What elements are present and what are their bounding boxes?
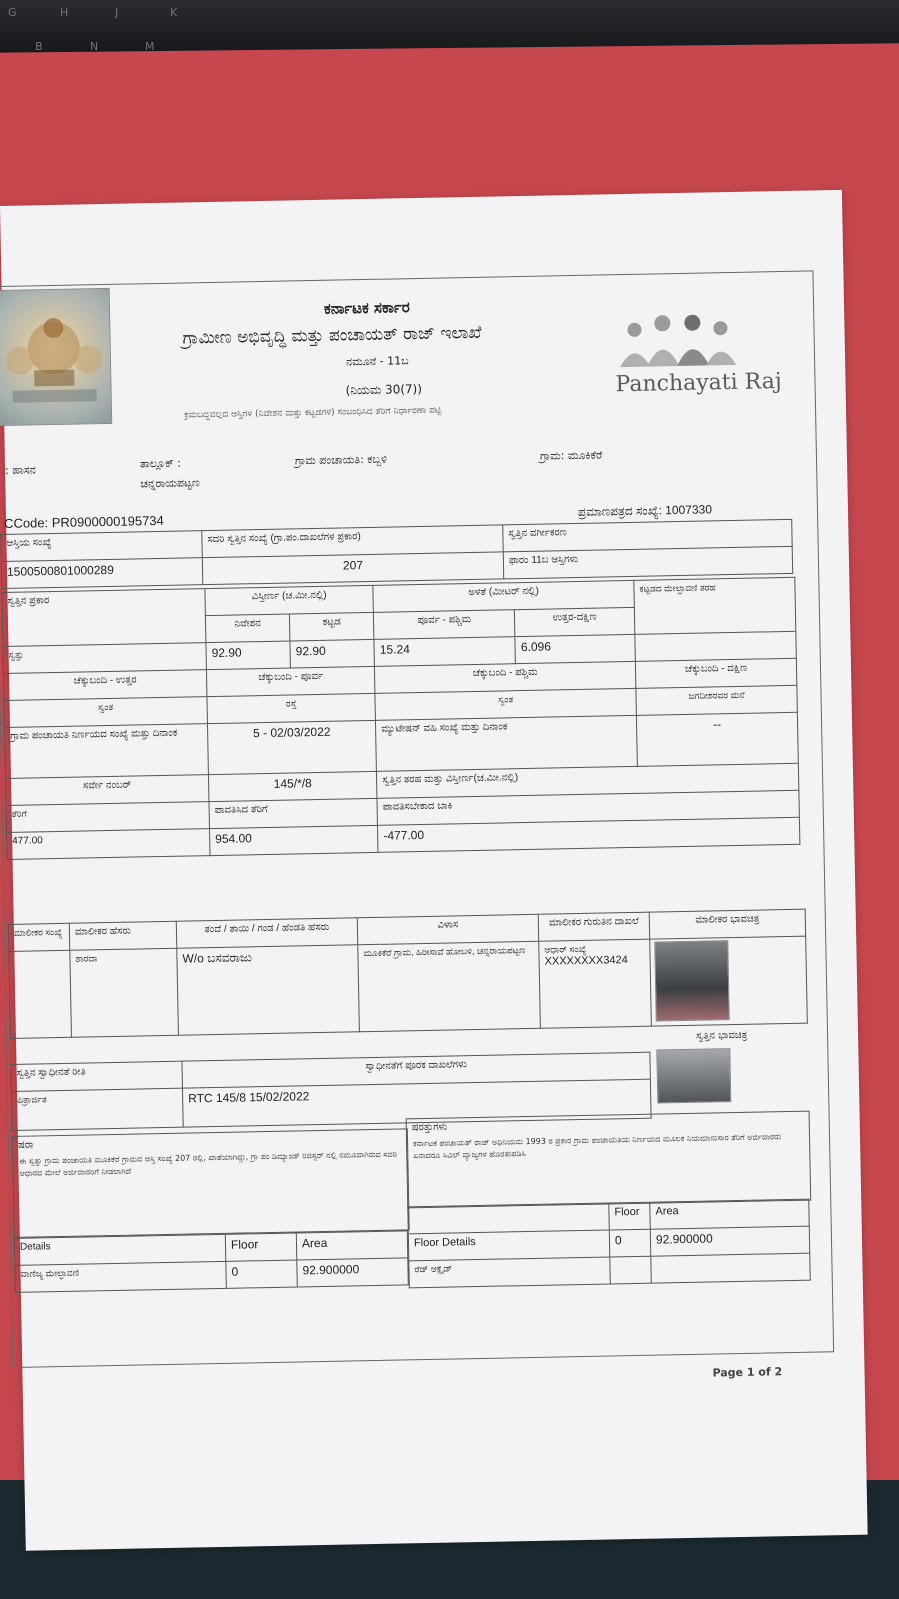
document-page bbox=[0, 190, 868, 1551]
bldg-area-value: 92.90 bbox=[290, 639, 375, 668]
conditions-value: ಕರ್ನಾಟಕ ಪಂಚಾಯತ್ ರಾಜ್ ಅಧಿನಿಯಮ 1993 ರ ಪ್ರಕಾರ ಗ್ರಾಮ ಪಂಚಾಯತಿಯ ನಿರ್ಣಯದ ಮೂಲಕ ನಿಯಮಾನುಸಾರ ತೆರಿಗೆ ಅರ್ಜಿದಾರರು ಏನಾದರೂ ಸಿವಿಲ್ ವ್ಯಾಜ್ಯಗಳ ಹೊರತುಪಡಿಸಿ bbox=[412, 1132, 782, 1161]
type-value: ಸ್ವತ್ತು bbox=[3, 643, 206, 674]
conditions-label: ಷರತ್ತುಗಳು bbox=[411, 1121, 448, 1134]
floor-type-left: ವಾಣಿಜ್ಯ ಮೇಲ್ಛಾವಣಿ bbox=[15, 1261, 226, 1292]
doc-subtitle: ಕ್ರಮಬದ್ಧವಲ್ಲದ ಆಸ್ತಿಗಳ (ನಿವೇಶನ ಮತ್ತು ಕಟ್ಟಡಗಳ) ಸಂಬಂಧಿಸಿದ ತೆರಿಗೆ ನಿರ್ಧಾರಣಾ ಪಟ್ಟಿ bbox=[183, 405, 442, 421]
area-col-label-right: Area bbox=[650, 1199, 809, 1229]
floor-empty-1 bbox=[610, 1256, 652, 1284]
mutation-value: -- bbox=[636, 712, 798, 766]
rule-number: (ನಿಯಮ 30(7)) bbox=[345, 381, 423, 398]
reg-no-label: ಸದರಿ ಸ್ವತ್ತಿನ ಸಂಖ್ಯೆ (ಗ್ರಾ.ಪಂ.ದಾಖಲೆಗಳ ಪ್ರಕಾರ) bbox=[202, 525, 503, 558]
prop-no-label: ಆಸ್ತಿಯ ಸಂಖ್ಯೆ bbox=[1, 531, 202, 562]
boundary-east-label: ಚೆಕ್ಕುಬಂದಿ - ಪೂರ್ವ bbox=[206, 666, 375, 696]
ns-value: 6.096 bbox=[515, 634, 635, 663]
floor-area-right: 92.900000 bbox=[650, 1226, 809, 1256]
gram-panchayat: ಗ್ರಾಮ ಪಂಚಾಯತಿ: ಕಬ್ಬಳಿ bbox=[294, 452, 388, 468]
type-label: ಸ್ವತ್ತಿನ ಪ್ರಕಾರ bbox=[2, 589, 206, 647]
dim-label: ಅಳತೆ (ಮೀಟರ್ ನಲ್ಲಿ) bbox=[373, 580, 634, 612]
key-g: G bbox=[8, 6, 17, 19]
property-photo bbox=[656, 1048, 731, 1103]
acq-label: ಸ್ವತ್ತಿನ ಸ್ವಾಧೀನತೆ ರೀತಿ bbox=[11, 1061, 182, 1091]
id-label: ಮಾಲೀಕರ ಗುರುತಿನ ದಾಖಲೆ bbox=[538, 912, 649, 941]
resolution-value: 5 - 02/03/2022 bbox=[207, 720, 376, 774]
docs-label: ಸ್ವಾಧೀನತೆಗೆ ಪೂರಕ ದಾಖಲೆಗಳು bbox=[182, 1052, 650, 1088]
demand-label: ತೆರಿಗೆ bbox=[6, 802, 209, 833]
panchayati-raj-text: Panchayati Raj bbox=[615, 369, 782, 398]
boundary-west-label: ಚೆಕ್ಕುಬಂದಿ - ಪಶ್ಚಿಮ bbox=[375, 661, 636, 693]
key-k: K bbox=[170, 6, 178, 19]
mutation-label: ಮ್ಯುಟೇಷನ್ ವಹಿ ಸಂಖ್ಯೆ ಮತ್ತು ದಿನಾಂಕ bbox=[376, 715, 638, 771]
relation-value: W/o ಬಸವರಾಜು bbox=[177, 945, 360, 1035]
floor-empty-2 bbox=[651, 1253, 810, 1283]
site-label: ನಿವೇಶನ bbox=[205, 614, 290, 643]
acq-value: ಪಿತ್ರಾರ್ಜಿತ bbox=[12, 1088, 184, 1130]
resolution-label: ಗ್ರಾಮ ಪಂಚಾಯತಿ ನಿರ್ಣಯದ ಸಂಖ್ಯೆ ಮತ್ತು ದಿನಾಂಕ bbox=[5, 724, 209, 779]
docs-value: RTC 145/8 15/02/2022 bbox=[182, 1079, 651, 1127]
conditions-box bbox=[406, 1111, 812, 1209]
roof-value bbox=[635, 631, 796, 661]
boundary-west-value: ಸ್ವಂತ bbox=[375, 688, 636, 720]
floor-col-label-right: Floor bbox=[609, 1202, 651, 1230]
govt-title: ಕರ್ನಾಟಕ ಸರ್ಕಾರ bbox=[323, 298, 410, 318]
photo-label: ಮಾಲೀಕರ ಭಾವಚಿತ್ರ bbox=[649, 909, 805, 939]
dimensions-table bbox=[1, 577, 800, 860]
floor-details-left-label: Details bbox=[14, 1234, 225, 1265]
certificate-number: ಪ್ರಮಾಣಪತ್ರದ ಸಂಖ್ಯೆ: 1007330 bbox=[577, 502, 713, 519]
boundary-north-value: ಸ್ವಂತ bbox=[4, 697, 207, 728]
taluk-label: ತಾಲ್ಲೂಕ್ : bbox=[139, 456, 181, 471]
site-area-value: 92.90 bbox=[206, 641, 291, 670]
boundary-east-value: ರಸ್ತೆ bbox=[207, 693, 376, 723]
key-h: H bbox=[60, 6, 69, 19]
balance-value: -477.00 bbox=[378, 817, 800, 852]
property-photo-label: ಸ್ವತ್ತಿನ ಭಾವಚಿತ್ರ bbox=[695, 1029, 748, 1042]
boundary-north-label: ಚೆಕ್ಕುಬಂದಿ - ಉತ್ತರ bbox=[3, 670, 206, 701]
class-value: ಫಾರಂ 11ಬ ಆಸ್ತಿಗಳು bbox=[503, 546, 792, 579]
nature-label: ಸ್ವತ್ತಿನ ತರಹ ಮತ್ತು ವಿಸ್ತೀರ್ಣ(ಚ.ಮೀ.ನಲ್ಲಿ) bbox=[377, 763, 799, 798]
owner-name-label: ಮಾಲೀಕರ ಹೆಸರು bbox=[69, 921, 176, 950]
prop-no-value: 1500500801000289 bbox=[1, 558, 202, 589]
village: ಗ್ರಾಮ: ಮೂಕಿಕೆರೆ bbox=[539, 448, 603, 463]
ew-label: ಪೂರ್ವ - ಪಶ್ಚಿಮ bbox=[374, 610, 516, 640]
address-value: ಮೂಕಿಕೆರೆ ಗ್ರಾಮ, ಹಿರೀಸಾವೆ ಹೋಬಳಿ, ಚನ್ನರಾಯಪಟ್ಟಣ bbox=[358, 941, 541, 1031]
floor-details-right-label: Floor Details bbox=[408, 1230, 609, 1261]
area-label: ವಿಸ್ತೀರ್ಣ (ಚ.ಮೀ.ನಲ್ಲಿ) bbox=[205, 585, 374, 615]
floor-details-right-blank bbox=[408, 1203, 609, 1234]
karnataka-emblem-icon bbox=[0, 288, 112, 426]
demand-value: 477.00 bbox=[7, 829, 210, 860]
id-value: XXXXXXXX3424 bbox=[544, 954, 628, 968]
id-type: ಆಧಾರ್ ಸಂಖ್ಯೆ bbox=[544, 943, 587, 955]
floor-table-right bbox=[407, 1199, 811, 1289]
remarks-box bbox=[12, 1128, 410, 1238]
bldg-label: ಕಟ್ಟಡ bbox=[289, 612, 374, 641]
id-cell bbox=[539, 939, 652, 1028]
key-j: J bbox=[115, 6, 119, 19]
owner-name: ಶಾರದಾ bbox=[70, 948, 179, 1037]
relation-label: ತಂದೆ / ತಾಯಿ / ಗಂಡ / ಹೆಂಡತಿ ಹೆಸರು bbox=[176, 918, 357, 948]
area-col-label: Area bbox=[296, 1231, 407, 1260]
key-n: N bbox=[90, 40, 99, 53]
panchayati-raj-logo-icon bbox=[614, 310, 750, 373]
survey-label: ಸರ್ವೇ ನಂಬರ್ bbox=[5, 775, 208, 806]
remarks-value: ಈ ಸ್ವತ್ತು ಗ್ರಾಮ ಪಂಚಾಯತಿ ಮೂಕಿಕೆರೆ ಗ್ರಾಮದ ಆಸ್ತಿ ಸಂಖ್ಯೆ 207 ರಲ್ಲಿ, ಖಾತೆಯಾಗಿದ್ದು, ಗ್ರಾ ಪಂ ಡಿಮ್ಯಾಂಡ್ ರಿಜಿಸ್ಟರ್ ನಲ್ಲಿ ನಮೂದಾಗಿರುವ ಸದರಿ ಆಧಾರದ ಮೇಲೆ ಅರ್ಜಿದಾರರಿಗೆ ನೀಡಲಾಗಿದೆ bbox=[19, 1149, 397, 1178]
address-label: ವಿಳಾಸ bbox=[357, 914, 538, 944]
page-number: Page 1 of 2 bbox=[712, 1365, 783, 1380]
roof-label: ಕಟ್ಟಡದ ಮೇಲ್ಛಾವಣಿ ತರಹ bbox=[634, 577, 796, 634]
class-label: ಸ್ವತ್ತಿನ ವರ್ಗೀಕರಣ bbox=[503, 519, 792, 552]
key-m: M bbox=[145, 40, 155, 53]
c-code: CCode: PR0900000195734 bbox=[3, 512, 164, 531]
floor-no-right: 0 bbox=[609, 1229, 651, 1257]
floor-type-right: ರೆಡ್ ಆಕ್ಸೈಡ್ bbox=[409, 1257, 610, 1288]
paid-label: ಪಾವತಿಸಿದ ತೆರಿಗೆ bbox=[209, 798, 378, 828]
ns-label: ಉತ್ತರ-ದಕ್ಷಿಣ bbox=[515, 607, 635, 636]
paid-value: 954.00 bbox=[209, 825, 378, 855]
balance-label: ಪಾವತಿಸಬೇಕಾದ ಬಾಕಿ bbox=[377, 790, 799, 825]
floor-col-label: Floor bbox=[225, 1233, 297, 1261]
floor-area-left: 92.900000 bbox=[297, 1258, 408, 1287]
owner-no-value bbox=[9, 950, 72, 1038]
boundary-south-label: ಚೆಕ್ಕುಬಂದಿ - ದಕ್ಷಿಣ bbox=[635, 658, 796, 688]
floor-table-left bbox=[14, 1230, 409, 1293]
survey-value: 145/*/8 bbox=[208, 771, 377, 801]
remarks-label: ಷರಾ bbox=[17, 1139, 34, 1151]
reg-no-value: 207 bbox=[202, 552, 503, 585]
boundary-south-value: ಜಗದೀಶರವರ ಮನೆ bbox=[636, 685, 797, 715]
district: : ಹಾಸನ bbox=[4, 463, 36, 477]
ew-value: 15.24 bbox=[374, 637, 516, 667]
taluk-value: ಚನ್ನರಾಯಪಟ್ಟಣ bbox=[140, 476, 200, 491]
owner-photo bbox=[654, 940, 730, 1021]
key-b: B bbox=[35, 40, 43, 53]
owner-no-label: ಮಾಲೀಕರ ಸಂಖ್ಯೆ bbox=[8, 923, 70, 951]
form-number: ನಮೂನೆ - 11ಬ bbox=[345, 354, 409, 369]
floor-no-left: 0 bbox=[226, 1260, 298, 1288]
dept-title: ಗ್ರಾಮೀಣ ಅಭಿವೃದ್ಧಿ ಮತ್ತು ಪಂಚಾಯತ್ ರಾಜ್ ಇಲಾಖೆ bbox=[182, 322, 482, 349]
